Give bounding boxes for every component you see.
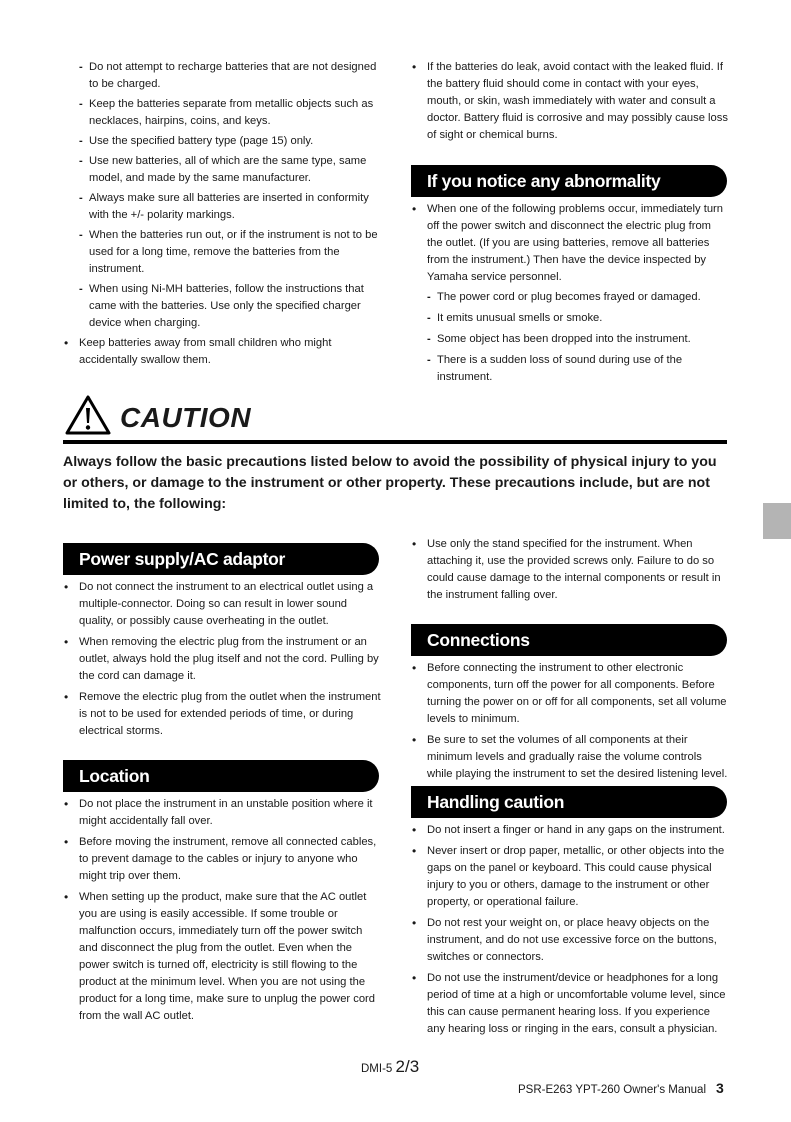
side-tab-marker [763,503,791,539]
power-supply-heading: Power supply/AC adaptor [63,543,379,575]
list-item: • Before connecting the instrument to other electronic components, turn off the power for all components. Before turning the power on or off for all components, set all volume levels to minimum. [411,660,729,728]
battery-precautions-left [63,59,381,373]
connections-list [411,660,729,783]
list-item: - Do not attempt to recharge batteries that are not designed to be charged. [63,59,381,93]
location-list [63,796,381,1025]
list-item: - Always make sure all batteries are inserted in conformity with the +/- polarity markings. [63,190,381,224]
list-item: - There is a sudden loss of sound during use of the instrument. [427,352,729,386]
list-item: - When the batteries run out, or if the instrument is not to be used for a long time, remove the batteries from the instrument. [63,227,381,278]
handling-list [411,822,729,1038]
list-item: • Remove the electric plug from the outlet when the instrument is not to be used for extended periods of time, or during electrical storms. [63,689,381,740]
list-item: • Do not use the instrument/device or headphones for a long period of time at a high or uncomfortable volume level, since this can cause permanent hearing loss. If you experience any hearing loss or ringing in the ears, consult a physician. [411,970,729,1038]
warning-triangle-icon [64,394,112,436]
handling-heading: Handling caution [411,786,727,818]
abnormality-list [411,201,729,386]
abnormality-text: When one of the following problems occur, immediately turn off the power switch and disconnect the electric plug from the outlet. (If you are using batteries, remove all batteries from the instrument.) Then have the device inspected by Yamaha service personnel. [427,203,723,283]
list-item: • Never insert or drop paper, metallic, or other objects into the gaps on the panel or keyboard. This could cause physical injury to you or others, damage to the instrument or other property, or operational failure. [411,843,729,911]
list-item: • Before moving the instrument, remove all connected cables, to prevent damage to the cables or injury to anyone who might trip over them. [63,834,381,885]
caution-divider [63,440,727,444]
document-code [361,1057,419,1077]
caution-intro: Always follow the basic precautions listed below to avoid the possibility of physical injury to you or others, or damage to the instrument or other property. These precautions include, but are not limited to, the following: [63,454,717,512]
list-item: • Do not insert a finger or hand in any gaps on the instrument. [411,822,729,839]
list-item [411,201,729,386]
stand-section [411,536,729,608]
battery-leak-list [411,59,729,144]
list-item: - Use new batteries, all of which are the same type, same model, and made by the same manufacturer. [63,153,381,187]
list-item: • Be sure to set the volumes of all components at their minimum levels and gradually raise the volume controls while playing the instrument to set the desired listening level. [411,732,729,783]
list-item: - The power cord or plug becomes frayed or damaged. [427,289,729,306]
stand-list [411,536,729,604]
list-item: • Keep batteries away from small children who might accidentally swallow them. [63,335,381,369]
list-item: - Some object has been dropped into the instrument. [427,331,729,348]
manual-title: PSR-E263 YPT-260 Owner's Manual [518,1084,706,1096]
connections-heading: Connections [411,624,727,656]
location-heading: Location [63,760,379,792]
abnormality-section [411,201,729,390]
list-item: • Do not rest your weight on, or place heavy objects on the instrument, and do not use excessive force on the buttons, switches or connectors. [411,915,729,966]
page-footer [518,1080,724,1096]
caution-title: CAUTION [120,402,252,433]
list-item: - Keep the batteries separate from metallic objects such as necklaces, hairpins, coins, and keys. [63,96,381,130]
battery-bullet-list [63,335,381,369]
list-item: - Use the specified battery type (page 15) only. [63,133,381,150]
power-supply-list [63,579,381,740]
document-code-page: 2/3 [395,1057,420,1076]
list-item: - It emits unusual smells or smoke. [427,310,729,327]
handling-section [411,822,729,1042]
abnormality-dash-list [427,289,729,386]
list-item: • Use only the stand specified for the instrument. When attaching it, use the provided screws only. Failure to do so could cause damage to the internal components or result in the instrument falling over. [411,536,729,604]
list-item: • Do not place the instrument in an unstable position where it might accidentally fall over. [63,796,381,830]
power-supply-section [63,579,381,744]
page-number: 3 [716,1080,724,1096]
list-item: - When using Ni-MH batteries, follow the instructions that came with the batteries. Use only the specified charger device when charging. [63,281,381,332]
list-item: • When setting up the product, make sure that the AC outlet you are using is easily accessible. If some trouble or malfunction occurs, immediately turn off the power switch and disconnect the plug from the outlet. Even when the power switch is turned off, electricity is still flowing to the product at the minimum level. When you are not using the product for a long time, make sure to unplug the power cord from the wall AC outlet. [63,889,381,1025]
connections-section [411,660,729,787]
battery-leak-section [411,59,729,148]
battery-dash-list [63,59,381,332]
list-item: • Do not connect the instrument to an electrical outlet using a multiple-connector. Doing so can result in lower sound quality, or possibly cause overheating in the outlet. [63,579,381,630]
list-item: • If the batteries do leak, avoid contact with the leaked fluid. If the battery fluid should come in contact with your eyes, mouth, or skin, wash immediately with water and consult a doctor. Battery fluid is corrosive and may possibly cause loss of sight or chemical burns. [411,59,729,144]
location-section [63,796,381,1029]
document-code-prefix: DMI-5 [361,1063,393,1075]
abnormality-heading: If you notice any abnormality [411,165,727,197]
list-item: • When removing the electric plug from the instrument or an outlet, always hold the plug itself and not the cord. Pulling by the cord can damage it. [63,634,381,685]
